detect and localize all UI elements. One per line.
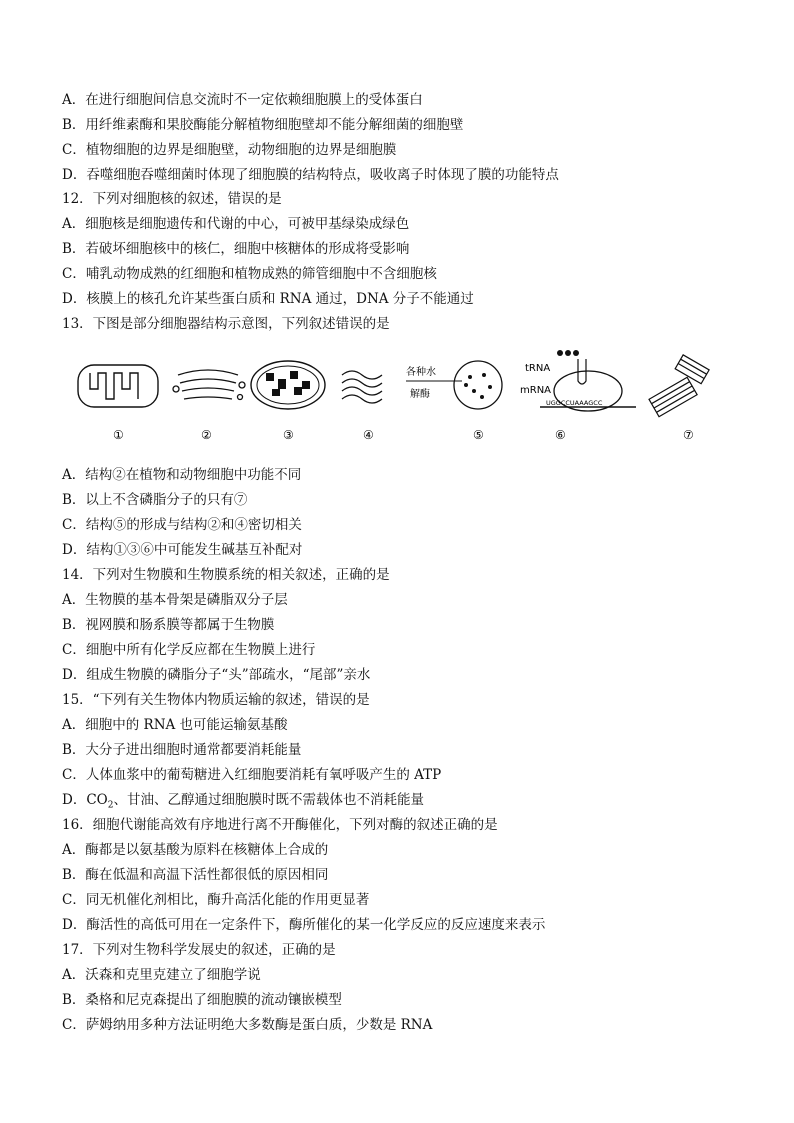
subscript: 2 xyxy=(107,800,114,811)
option-line: C．人体血浆中的葡萄糖进入红细胞要消耗有氧呼吸产生的 ATP xyxy=(62,767,442,783)
mitochondrion-diagram xyxy=(78,365,158,407)
label-2: ② xyxy=(201,428,212,442)
centriole-diagram xyxy=(649,355,709,417)
annotation-codon: UGGCCUAAAGCC xyxy=(546,399,603,407)
organelle-figure xyxy=(70,345,730,445)
question-stem: 16．细胞代谢能高效有序地进行离不开酶催化，下列对酶的叙述正确的是 xyxy=(62,817,498,833)
label-4: ④ xyxy=(363,428,374,442)
option-line xyxy=(62,791,424,815)
option-line: B．以上不含磷脂分子的只有⑦ xyxy=(62,492,248,508)
label-7: ⑦ xyxy=(683,428,694,442)
option-line: A．酶都是以氨基酸为原料在核糖体上合成的 xyxy=(62,842,329,858)
option-line: C．哺乳动物成熟的红细胞和植物成熟的筛管细胞中不含细胞核 xyxy=(62,266,437,282)
option-prefix: D．CO xyxy=(62,792,108,808)
option-line: A．细胞中的 RNA 也可能运输氨基酸 xyxy=(62,717,288,733)
question-stem: 13．下图是部分细胞器结构示意图，下列叙述错误的是 xyxy=(62,316,390,332)
option-line: A．沃森和克里克建立了细胞学说 xyxy=(62,967,261,983)
option-line: C．萨姆纳用多种方法证明绝大多数酶是蛋白质，少数是 RNA xyxy=(62,1017,433,1033)
option-line: C．细胞中所有化学反应都在生物膜上进行 xyxy=(62,642,316,658)
option-line: B．若破坏细胞核中的核仁，细胞中核糖体的形成将受影响 xyxy=(62,241,410,257)
option-line: A．在进行细胞间信息交流时不一定依赖细胞膜上的受体蛋白 xyxy=(62,92,423,108)
option-line: D．吞噬细胞吞噬细菌时体现了细胞膜的结构特点，吸收离子时体现了膜的功能特点 xyxy=(62,167,559,183)
question-stem: 14．下列对生物膜和生物膜系统的相关叙述，正确的是 xyxy=(62,567,390,583)
option-line: A．结构②在植物和动物细胞中功能不同 xyxy=(62,467,302,483)
label-3: ③ xyxy=(283,428,294,442)
option-line: B．酶在低温和高温下活性都很低的原因相同 xyxy=(62,867,329,883)
question-stem: 12．下列对细胞核的叙述，错误的是 xyxy=(62,191,282,207)
annotation-trna: tRNA xyxy=(525,363,551,374)
golgi-diagram xyxy=(173,370,245,400)
option-text: 、甘油、乙醇通过细胞膜时既不需载体也不消耗能量 xyxy=(113,792,424,808)
annotation-mrna: mRNA xyxy=(520,385,552,396)
option-line: C．同无机催化剂相比，酶升高活化能的作用更显著 xyxy=(62,892,370,908)
option-line: B．桑格和尼克森提出了细胞膜的流动镶嵌模型 xyxy=(62,992,342,1008)
annotation-water: 各种水 xyxy=(406,367,436,378)
annotation-enzyme: 解酶 xyxy=(410,389,430,400)
option-line: B．视网膜和肠系膜等都属于生物膜 xyxy=(62,617,275,633)
label-1: ① xyxy=(113,428,124,442)
chloroplast-diagram xyxy=(251,361,325,409)
option-line: C．结构⑤的形成与结构②和④密切相关 xyxy=(62,517,302,533)
label-5: ⑤ xyxy=(473,428,484,442)
option-line: C．植物细胞的边界是细胞壁，动物细胞的边界是细胞膜 xyxy=(62,142,397,158)
option-line: D．酶活性的高低可用在一定条件下，酶所催化的某一化学反应的反应速度来表示 xyxy=(62,917,546,933)
option-line: B．大分子进出细胞时通常都要消耗能量 xyxy=(62,742,302,758)
lysosome-diagram xyxy=(454,361,502,409)
option-line: D．组成生物膜的磷脂分子“头”部疏水，“尾部”亲水 xyxy=(62,667,371,683)
endoplasmic-reticulum-diagram xyxy=(342,371,382,403)
label-6: ⑥ xyxy=(555,428,566,442)
option-line: A．细胞核是细胞遗传和代谢的中心，可被甲基绿染成绿色 xyxy=(62,216,410,232)
question-stem: 15．“下列有关生物体内物质运输的叙述，错误的是 xyxy=(62,692,370,708)
option-line: D．结构①③⑥中可能发生碱基互补配对 xyxy=(62,542,303,558)
option-line: D．核膜上的核孔允许某些蛋白质和 RNA 通过，DNA 分子不能通过 xyxy=(62,291,474,307)
option-line: A．生物膜的基本骨架是磷脂双分子层 xyxy=(62,592,288,608)
option-line: B．用纤维素酶和果胶酶能分解植物细胞壁却不能分解细菌的细胞壁 xyxy=(62,117,464,133)
question-stem: 17．下列对生物科学发展史的叙述，正确的是 xyxy=(62,942,336,958)
